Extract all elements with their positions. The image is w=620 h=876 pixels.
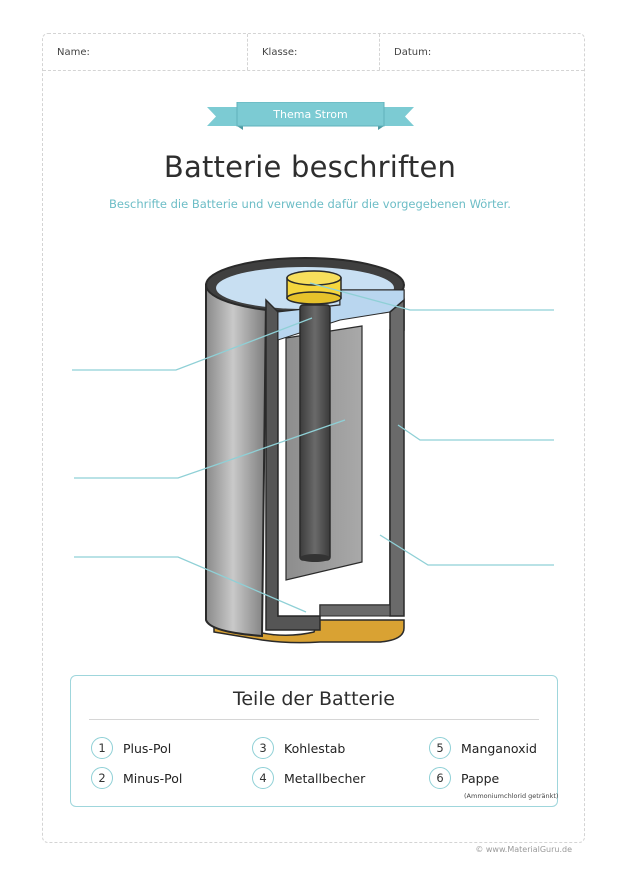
- item-label: Kohlestab: [284, 740, 346, 756]
- list-item: [429, 766, 499, 790]
- word-bank: [70, 675, 558, 807]
- topic-ribbon: [207, 102, 414, 130]
- list-item: [429, 736, 537, 760]
- item-label: Manganoxid: [461, 740, 537, 756]
- list-item: [252, 766, 365, 790]
- class-field[interactable]: [248, 34, 380, 70]
- topic-ribbon-text: Thema Strom: [273, 108, 348, 121]
- name-field[interactable]: [43, 34, 248, 70]
- instructions: Beschrifte die Batterie und verwende dafür die vorgegebenen Wörter.: [109, 197, 511, 211]
- number-badge: 1: [91, 737, 113, 759]
- class-label: Klasse:: [262, 47, 298, 58]
- list-item: [252, 736, 345, 760]
- number-badge: 6: [429, 767, 451, 789]
- item-label: Minus-Pol: [123, 770, 183, 786]
- item-label: Pappe: [461, 770, 500, 786]
- list-item: [91, 736, 171, 760]
- item-label: Plus-Pol: [123, 740, 172, 756]
- item-label: Metallbecher: [284, 770, 366, 786]
- pappe-note: (Ammoniumchlorid getränkt): [464, 792, 559, 800]
- list-item: [91, 766, 182, 790]
- word-bank-title: Teile der Batterie: [232, 688, 395, 710]
- copyright-footer: © www.MaterialGuru.de: [475, 845, 572, 854]
- page-title: Batterie beschriften: [163, 150, 457, 184]
- number-badge: 4: [252, 767, 274, 789]
- date-label: Datum:: [394, 47, 432, 58]
- date-field[interactable]: [380, 34, 584, 70]
- number-badge: 3: [252, 737, 274, 759]
- header-fields: [43, 34, 584, 71]
- number-badge: 5: [429, 737, 451, 759]
- word-bank-divider: [89, 719, 539, 720]
- name-label: Name:: [57, 47, 90, 58]
- number-badge: 2: [91, 767, 113, 789]
